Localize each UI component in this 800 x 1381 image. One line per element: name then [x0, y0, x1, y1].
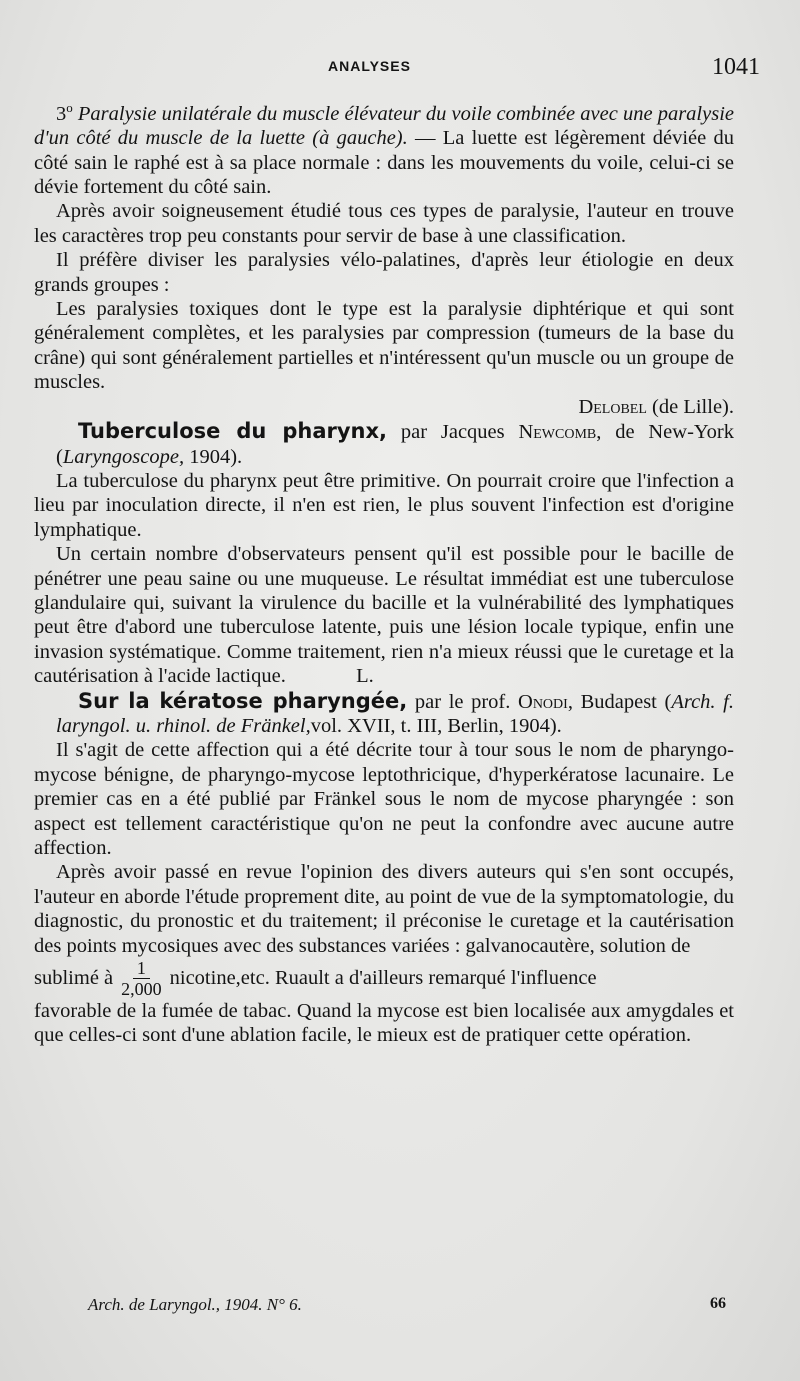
formula-text: sublimé à	[34, 967, 114, 990]
formula-text: nicotine,etc. Ruault a d'ailleurs remarqué l'influence	[169, 967, 597, 990]
author-name: Onodi	[518, 690, 568, 713]
item-text: — La luette est légèrement déviée du côté sain le raphé est à sa place normale : dans les mouvements du voile, celui-ci se dévie fortement du côté sain.	[34, 127, 734, 199]
signature	[34, 395, 734, 419]
sheet-number: 66	[710, 1295, 726, 1312]
paragraph: Les paralysies toxiques dont le type est la paralysie diphtérique et qui sont généralement complètes, et les paralysies par compression (tumeurs de la base du crâne) qui sont généralement partielles et n'intéressent qu'un muscle ou un groupe de muscles.	[34, 298, 734, 394]
byline: , de New-York (	[56, 421, 734, 468]
formula-line	[34, 958, 734, 999]
running-head: ANALYSES	[328, 58, 411, 74]
body-text	[34, 96, 734, 1048]
journal-volume: vol. XVII, t. III, Berlin, 1904).	[310, 714, 562, 737]
paragraph: Il s'agit de cette affection qui a été décrite tour à tour sous le nom de pharyngo-mycose bénigne, de pharyngo-mycose leptothricique, d'hyperkératose lacunaire. Le premier cas en a été publié par Fränkel sous le nom de mycose pharyngée : son aspect est tellement caractéristique qu'on ne peut la confondre avec aucune autre affection.	[34, 739, 734, 860]
footer-citation: Arch. de Laryngol., 1904. N° 6.	[88, 1295, 302, 1314]
author-name: Newcomb	[518, 421, 597, 444]
paragraph-item-3	[34, 96, 734, 199]
paragraph: Il préfère diviser les paralysies vélo-palatines, d'après leur étiologie en deux grands groupes :	[34, 249, 734, 296]
paragraph: favorable de la fumée de tabac. Quand la mycose est bien localisée aux amygdales et que celles-ci sont d'une ablation facile, le mieux est de pratiquer cette opération.	[34, 1000, 734, 1047]
article-heading	[34, 419, 734, 469]
fraction	[121, 958, 162, 999]
journal-name: Arch. f. laryngol. u. rhinol. de Fränkel,	[56, 690, 734, 737]
paragraph: Après avoir soigneusement étudié tous ces types de paralysie, l'auteur en trouve les caractères trop peu constants pour servir de base à une classification.	[34, 200, 734, 247]
byline: , Budapest (	[567, 690, 672, 713]
article-title: Sur la kératose pharyngée,	[78, 688, 408, 713]
item-number: 3	[56, 102, 67, 125]
fraction-numerator: 1	[133, 958, 150, 979]
page-footer	[88, 1295, 726, 1315]
signature-place: (de Lille).	[646, 395, 734, 418]
byline: par Jacques	[387, 421, 519, 444]
byline: par le prof.	[407, 690, 519, 713]
page-number: 1041	[712, 54, 760, 80]
fraction-denominator: 2,000	[121, 979, 162, 1000]
signature-name: Delobel	[578, 395, 647, 418]
item-title: Paralysie unilatérale du muscle élévateur du voile combinée avec une paralysie d'un côté du muscle de la luette (à gauche).	[34, 102, 734, 150]
paragraph-text: Un certain nombre d'observateurs pensent qu'il est possible pour le bacille de pénétrer une peau saine ou une muqueuse. Le résultat immédiat est une tuberculose glandulaire qui, suivant la virulence du bacille et la vulnérabilité des lymphatiques peut être d'abord une tuberculose latente, puis une lésion locale typique, enfin une invasion systématique. Comme traitement, rien n'a mieux réussi que le curetage et la cautérisation à l'acide lactique.	[34, 543, 734, 688]
paragraph: La tuberculose du pharynx peut être primitive. On pourrait croire que l'infection a lieu par inoculation directe, il n'en est rien, le plus souvent l'infection est d'origine lymphatique.	[34, 469, 734, 541]
article-title: Tuberculose du pharynx,	[78, 419, 388, 444]
item-number-sup: o	[66, 100, 73, 115]
page-header	[0, 54, 800, 84]
paragraph: Après avoir passé en revue l'opinion des divers auteurs qui s'en sont occupés, l'auteur en aborde l'étude proprement dite, au point de vue de la symptomatologie, du diagnostic, du pronostic et du traitement; il préconise le curetage et la cautérisation des points mycosiques avec des substances variées : galvanocautère, solution de	[34, 861, 734, 957]
journal-name: Laryngoscope,	[62, 445, 185, 468]
journal-year: 1904).	[184, 445, 243, 468]
paragraph	[34, 542, 734, 688]
article-heading	[34, 689, 734, 739]
signature: L.	[356, 665, 374, 688]
